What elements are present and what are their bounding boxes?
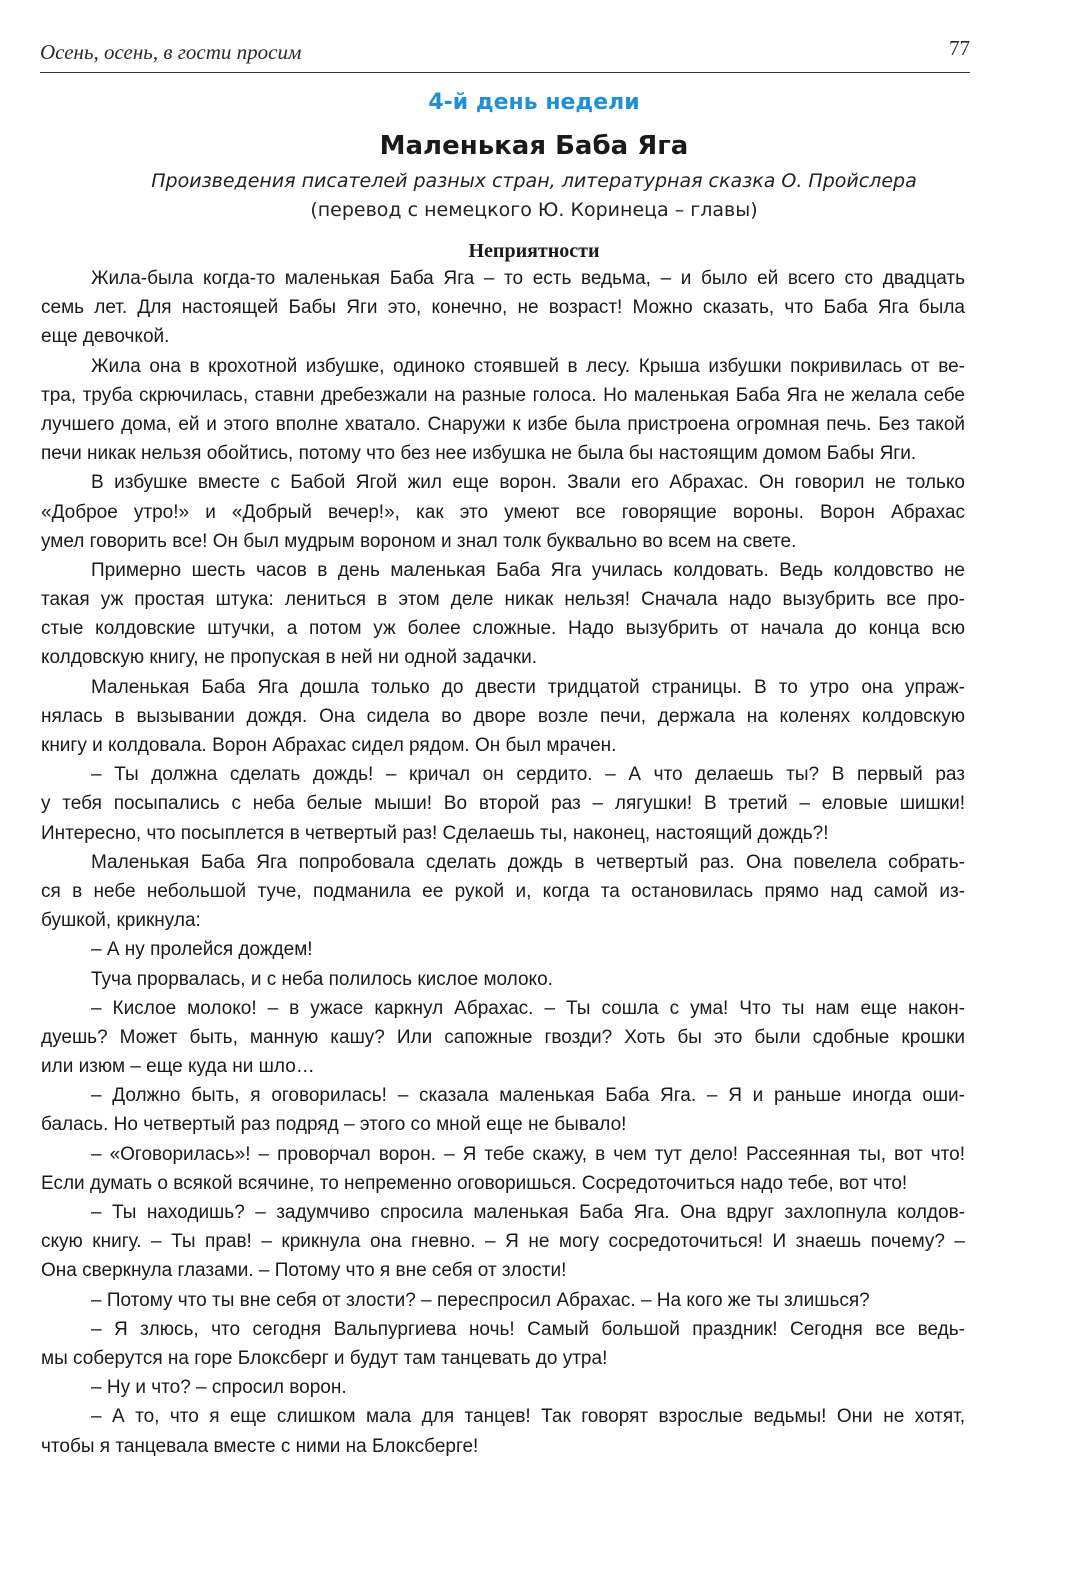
text-line: нялась в вызывании дождя. Она сидела во дворе возле печи, держала на коленях колдовскую (41, 705, 965, 727)
text-line: такая уж простая штука: лениться в этом деле никак нельзя! Сначала надо вызубрить все про- (41, 589, 965, 611)
translation-note: (перевод с немецкого Ю. Коринеца – главы) (310, 199, 758, 221)
text-line: – Должно быть, я оговорилась! – сказала маленькая Баба Яга. – Я и раньше иногда оши- (91, 1085, 965, 1107)
text-line: – «Оговорилась»! – проворчал ворон. – Я тебе скажу, в чем тут дело! Рассеянная ты, вот что! (91, 1143, 965, 1165)
text-line: – Ты находишь? – задумчиво спросила маленькая Баба Яга. Она вдруг захлопнула колдов- (91, 1202, 965, 1223)
text-line: – Потому что ты вне себя от злости? – переспросил Абрахас. – На кого же ты злишься? (91, 1289, 870, 1311)
running-title: Осень, осень, в гости просим (40, 40, 302, 64)
story-text (41, 264, 965, 1461)
text-line: В избушке вместе с Бабой Ягой жил еще ворон. Звали его Абрахас. Он говорил не только (91, 472, 965, 494)
text-line: – А то, что я еще слишком мала для танцев! Так говорят взрослые ведьмы! Они не хотят, (91, 1406, 965, 1428)
story-subtitle: Произведения писателей разных стран, литературная сказка О. Пройслера (151, 170, 917, 192)
text-line: или изюм – еще куда ни шло… (41, 1056, 315, 1078)
text-line: – Кислое молоко! – в ужасе каркнул Абрахас. – Ты сошла с ума! Что ты нам еще након- (91, 997, 965, 1019)
text-line: умел говорить все! Он был мудрым вороном и знал толк буквально во всем на свете. (41, 530, 797, 552)
text-line: у тебя посыпались с неба белые мыши! Во второй раз – лягушки! В третий – еловые шишки! (41, 793, 965, 815)
text-line: чтобы я танцевала вместе с ними на Блоксберге! (41, 1435, 479, 1457)
text-line: Маленькая Баба Яга попробовала сделать дождь в четвертый раз. Она повелела собрать- (91, 851, 965, 873)
text-line: семь лет. Для настоящей Бабы Яги это, конечно, не возраст! Можно сказать, что Баба Яга была (41, 297, 965, 319)
text-line: Маленькая Баба Яга дошла только до двести тридцатой страницы. В то утро она упраж- (91, 676, 965, 698)
text-line: – Я злюсь, что сегодня Вальпургиева ночь! Самый большой праздник! Сегодня все ведь- (91, 1318, 965, 1340)
story-title: Маленькая Баба Яга (379, 131, 689, 161)
text-line: «Доброе утро!» и «Добрый вечер!», как это умеют все говорящие вороны. Ворон Абрахас (41, 501, 965, 523)
text-line: книгу и колдовала. Ворон Абрахас сидел рядом. Он был мрачен. (41, 735, 617, 756)
chapter-title: Неприятности (468, 240, 600, 262)
text-line: Жила-была когда-то маленькая Баба Яга – то есть ведьма, – и было ей всего сто двадцать (91, 268, 965, 289)
text-line: Интересно, что посыплется в четвертый раз! Сделаешь ты, наконец, настоящий дождь?! (41, 822, 829, 844)
text-line: печи никак нельзя обойтись, потому что без нее избушка не была бы настоящим домом Бабы Яги. (41, 443, 917, 465)
text-line: тра, труба скрючилась, ставни дребезжали на разные голоса. Но маленькая Баба Яга не желала себе (41, 384, 965, 406)
text-line: бушкой, крикнула: (41, 910, 201, 932)
text-line: ся в небе небольшой туче, подманила ее рукой и, когда та остановилась прямо над самой из- (41, 880, 965, 902)
running-header (40, 36, 970, 73)
text-line: мы соберутся на горе Блоксберг и будут там танцевать до утра! (41, 1347, 608, 1369)
day-heading: 4-й день недели (428, 90, 640, 115)
text-line: скую книгу. – Ты прав! – крикнула она гневно. – Я не могу сосредоточиться! И знаешь почему? – (41, 1231, 965, 1253)
text-line: балась. Но четвертый раз подряд – этого со мной еще не бывало! (41, 1114, 627, 1136)
text-line: – Ты должна сделать дождь! – кричал он сердито. – А что делаешь ты? В первый раз (91, 764, 965, 786)
text-line: лучшего дома, ей и этого вполне хватало. Снаружи к избе была пристроена огромная печь. Без такой (41, 413, 965, 435)
text-line: – А ну пролейся дождем! (91, 939, 313, 961)
text-line: Она сверкнула глазами. – Потому что я вне себя от злости! (41, 1260, 567, 1282)
text-line: колдовскую книгу, не пропуская в ней ни одной задачки. (41, 647, 538, 669)
page-number: 77 (949, 36, 970, 60)
text-line: еще девочкой. (41, 326, 170, 348)
text-line: Если думать о всякой всячине, то непременно оговоришься. Сосредоточиться надо тебе, вот что! (41, 1172, 908, 1194)
text-line: Жила она в крохотной избушке, одиноко стоявшей в лесу. Крыша избушки покривилась от ве- (91, 355, 965, 377)
text-line: Туча прорвалась, и с неба полилось кислое молоко. (91, 968, 553, 990)
text-line: стые колдовские штучки, а потом уж более сложные. Надо вызубрить от начала до конца всю (41, 618, 965, 640)
text-line: – Ну и что? – спросил ворон. (91, 1377, 347, 1399)
text-line: Примерно шесть часов в день маленькая Баба Яга училась колдовать. Ведь колдовство не (91, 559, 965, 581)
text-line: дуешь? Может быть, манную кашу? Или сапожные гвозди? Хоть бы это были сдобные крошки (41, 1026, 965, 1048)
